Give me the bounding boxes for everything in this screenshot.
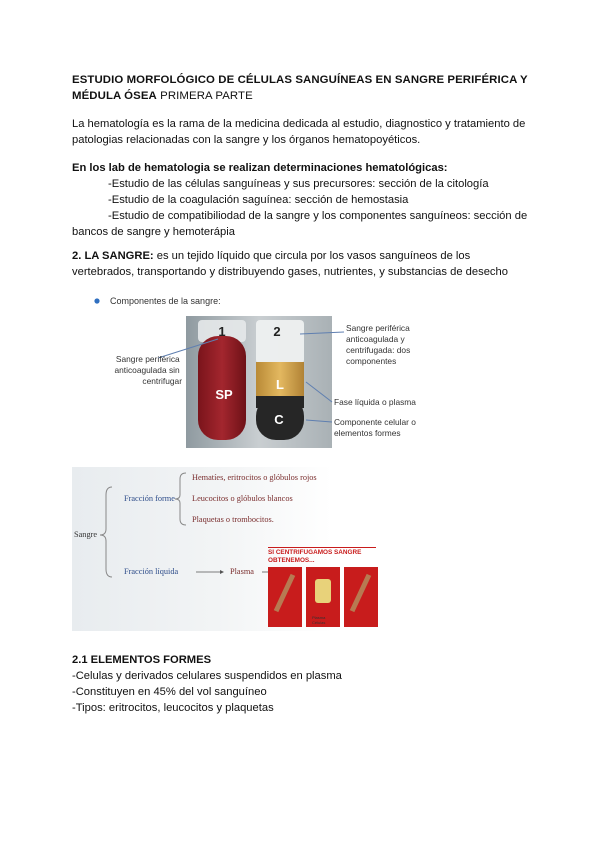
sangre-paragraph bbox=[72, 248, 532, 280]
photo-panel bbox=[268, 567, 302, 627]
elementos-heading: 2.1 ELEMENTOS FORMES bbox=[72, 654, 212, 666]
left-caption-line: anticoagulada sin bbox=[114, 365, 180, 375]
sangre-text: es un tejido líquido que circula por los vasos sanguíneos de los vertebrados, transportando y distribuyendo gases, nutrientes, y substancias de desecho bbox=[72, 250, 508, 278]
svg-text:Sangre periférica anticoag bbox=[346, 323, 413, 366]
diagram-root-label: Sangre bbox=[74, 530, 98, 539]
photo-labels bbox=[312, 615, 325, 625]
tube-2-cells-label: C bbox=[274, 412, 284, 427]
labs-section bbox=[72, 160, 532, 240]
plasma-caption: Fase líquida o plasma bbox=[334, 397, 416, 407]
cells-caption-line: Componente celular o bbox=[334, 417, 416, 427]
right-caption-line: componentes bbox=[346, 356, 397, 366]
labs-item: -Estudio de compatibiliodad de la sangre y los componentes sanguíneos: sección de bbox=[108, 210, 528, 222]
photo-label: Plasma bbox=[312, 615, 326, 620]
svg-text:Sangre periférica anticoag bbox=[114, 354, 182, 386]
diagram-forme-label: Fracción forme bbox=[124, 494, 175, 503]
elementos-formes-section bbox=[72, 652, 532, 716]
diagram-forme-item: Hematíes, eritrocitos o glóbulos rojos bbox=[192, 473, 317, 482]
cells-caption-line: elementos formes bbox=[334, 428, 401, 438]
pipette-icon bbox=[350, 574, 371, 612]
right-caption-line: Sangre periférica bbox=[346, 323, 410, 333]
tube-1-number: 1 bbox=[218, 324, 226, 339]
elementos-item: -Tipos: eritrocitos, leucocitos y plaquetas bbox=[72, 702, 274, 714]
centrifuge-photos bbox=[268, 547, 378, 631]
title-line-2 bbox=[72, 88, 532, 104]
right-caption-line: centrifugada: dos bbox=[346, 345, 411, 355]
blood-components-figure bbox=[80, 292, 480, 450]
title-line-1: ESTUDIO MORFOLÓGICO DE CÉLULAS SANGUÍNEAS EN SANGRE PERIFÉRICA Y bbox=[72, 74, 528, 86]
bullet-title: Componentes de la sangre: bbox=[110, 296, 221, 306]
blood-fractions-diagram bbox=[72, 467, 362, 631]
diagram-liquida-label: Fracción líquida bbox=[124, 567, 179, 576]
svg-text:Componente celular o eleme bbox=[334, 417, 418, 438]
sangre-heading: 2. LA SANGRE: bbox=[72, 250, 154, 262]
pipette-icon bbox=[274, 574, 295, 612]
elementos-item: -Constituyen en 45% del vol sanguíneo bbox=[72, 686, 267, 698]
tube-2-plasma-label: L bbox=[276, 377, 284, 392]
labs-continuation: bancos de sangre y hemoterápia bbox=[72, 226, 235, 238]
intro-paragraph: La hematología es la rama de la medicina dedicada al estudio, diagnostico y tratamiento de patologias relacionadas con la sangre y los órganos hematopoyéticos. bbox=[72, 118, 526, 146]
left-caption-line: Sangre periférica bbox=[115, 354, 180, 364]
title-bold-part: MÉDULA ÓSEA bbox=[72, 90, 157, 102]
diagram-forme-item: Leucocitos o glóbulos blancos bbox=[192, 494, 293, 503]
bullet-icon bbox=[94, 298, 99, 303]
centrifuge-tube-icon bbox=[315, 579, 331, 603]
title-normal-part: PRIMERA PARTE bbox=[156, 90, 253, 102]
diagram-forme-item: Plaquetas o trombocitos. bbox=[192, 515, 274, 524]
labs-item: -Estudio de la coagulación saguínea: sección de hemostasia bbox=[108, 194, 409, 206]
photo-label: Células bbox=[312, 620, 326, 625]
elementos-item: -Celulas y derivados celulares suspendidos en plasma bbox=[72, 670, 342, 682]
right-caption-line: anticoagulada y bbox=[346, 334, 405, 344]
diagram-plasma-label: Plasma bbox=[230, 567, 254, 576]
tube-2-number: 2 bbox=[273, 324, 281, 339]
labs-heading: En los lab de hematologia se realizan determinaciones hematológicas: bbox=[72, 162, 448, 174]
photo-panel bbox=[344, 567, 378, 627]
document-title bbox=[72, 72, 532, 104]
labs-item: -Estudio de las células sanguíneas y sus precursores: sección de la citología bbox=[108, 178, 489, 190]
left-caption-line: centrifugar bbox=[142, 376, 182, 386]
photo-caption: SI CENTRIFUGAMOS SANGRE OBTENEMOS... bbox=[268, 547, 376, 565]
tube-1-label: SP bbox=[215, 387, 233, 402]
